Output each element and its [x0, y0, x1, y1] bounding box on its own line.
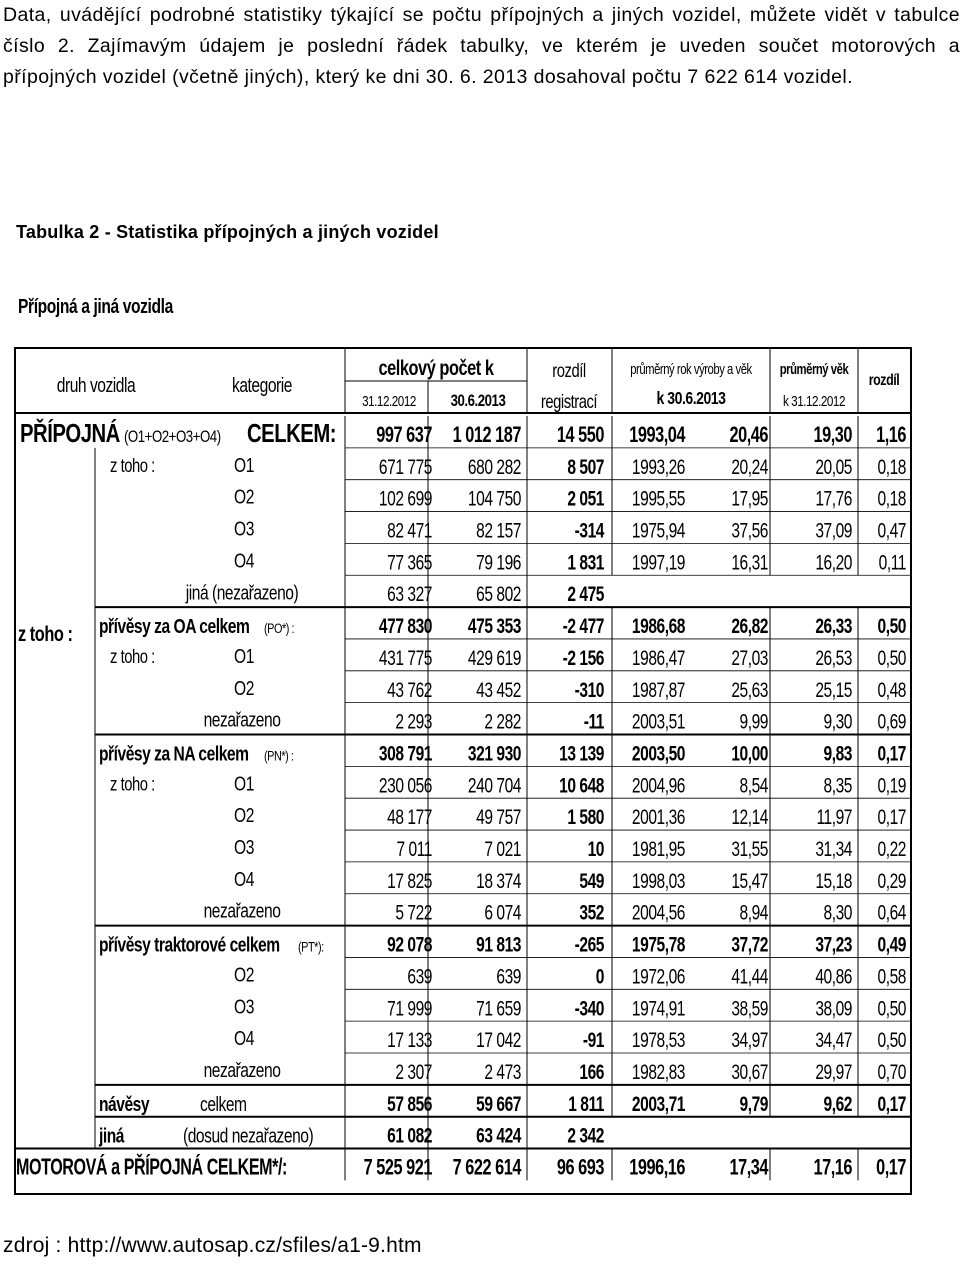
table-cell-c2: 429 619 — [467, 645, 521, 670]
table-title: Přípojná a jiná vozidla — [18, 296, 173, 318]
table-cell-c3: 10 648 — [559, 773, 605, 797]
table-cell-c3: 1 580 — [567, 804, 605, 829]
intro-paragraph: Data, uvádějící podrobné statistiky týkající se počtu přípojných a jiných vozidel, můžete vidět v tabulce číslo 2. Zajímavým údajem je poslední řádek tabulky, ve kterém je uveden součet motorových a přípojných vozidel (včetně jiných), který ke dni 30. 6. 2013 dosahoval počtu 7 622 614 vozidel. — [3, 4, 960, 88]
table-cell-c3: 166 — [579, 1059, 605, 1084]
table-cell-c6: 38,09 — [815, 995, 853, 1020]
table-cell-c7: 0,17 — [877, 741, 907, 766]
table-cell-c5: 16,31 — [731, 550, 768, 574]
table-cell-c7: 0,58 — [877, 964, 907, 988]
row-label: O3 — [234, 995, 254, 1018]
table-cell-c7: 0,18 — [877, 486, 907, 511]
table-cell-c2: 321 930 — [467, 741, 521, 766]
table-cell-c2: 17 042 — [476, 1027, 521, 1052]
table-cell-c7: 0,11 — [878, 550, 907, 574]
table-cell-c2: 104 750 — [467, 486, 521, 511]
header-k-date-2: k 31.12.2012 — [783, 392, 845, 410]
table-cell-c2: 2 473 — [484, 1059, 521, 1084]
row-label: přívěsy za NA celkem — [99, 742, 249, 765]
table-cell-c2: 7 021 — [484, 836, 521, 861]
table-cell-c4: 1995,55 — [631, 486, 686, 511]
table-cell-c5: 9,99 — [739, 709, 768, 734]
table-cell-c5: 20,24 — [731, 454, 768, 479]
table-cell-c2: 91 813 — [476, 932, 521, 957]
table-cell-c3: 13 139 — [559, 741, 605, 766]
table-cell-c3: 2 475 — [567, 581, 605, 606]
table-caption: Tabulka 2 - Statistika přípojných a jiných vozidel — [16, 222, 439, 242]
table-cell-c6: 31,34 — [815, 836, 853, 861]
table-cell-c5: 38,59 — [731, 995, 768, 1020]
row-label: O3 — [234, 836, 254, 859]
header-prumerny-vek: průměrný věk — [779, 360, 849, 378]
table-cell-c4: 1974,91 — [631, 995, 686, 1020]
table-cell-c5: 9,79 — [739, 1091, 768, 1116]
row-label-small: (PT*): — [297, 939, 324, 955]
table-cell-c1: 71 999 — [387, 995, 433, 1020]
table-cell-c4: 1982,83 — [631, 1059, 686, 1084]
table-cell-c7: 0,19 — [877, 773, 907, 797]
table-cell-c2: 475 353 — [467, 613, 521, 638]
row-label: přívěsy traktorové celkem — [99, 933, 280, 957]
table-cell-c4: 2001,36 — [631, 804, 686, 829]
table-cell-c7: 0,69 — [877, 709, 907, 734]
table-cell-c4: 2003,71 — [631, 1091, 686, 1116]
table-cell-c1: 82 471 — [387, 518, 433, 543]
table-cell-c2: 6 074 — [484, 900, 521, 925]
table-cell-c5: 17,95 — [731, 486, 768, 511]
row-label: O1 — [234, 454, 254, 477]
row-label: O4 — [234, 1027, 254, 1050]
table-cell-c1: 230 056 — [378, 773, 433, 797]
table-cell-c3: 0 — [595, 964, 605, 988]
table-cell-c2: 59 667 — [476, 1091, 521, 1116]
table-cell-c4: 1993,26 — [631, 454, 686, 479]
row-label-secondary: celkem — [200, 1093, 247, 1116]
table-cell-c3: 8 507 — [567, 454, 605, 479]
row-label: PŘÍPOJNÁ — [20, 418, 120, 448]
table-cell-c4: 1986,68 — [631, 613, 686, 638]
row-label: nezařazeno — [203, 1059, 281, 1082]
row-prefix: z toho : — [109, 646, 155, 668]
row-label: jiná — [99, 1124, 124, 1148]
table-cell-c1: 92 078 — [387, 932, 433, 957]
source-citation: zdroj : http://www.autosap.cz/sfiles/a1-9.htm — [3, 1234, 422, 1257]
table-cell-c6: 26,53 — [815, 645, 853, 670]
table-cell-c7: 0,47 — [877, 518, 907, 543]
table-cell-c5: 30,67 — [731, 1059, 768, 1084]
header-k-date: k 30.6.2013 — [656, 388, 726, 409]
table-cell-c6: 20,05 — [815, 454, 853, 479]
table-cell-c6: 40,86 — [815, 964, 853, 988]
table-cell-c5: 12,14 — [731, 804, 768, 829]
table-cell-c7: 0,17 — [876, 1155, 907, 1181]
table-cell-c6: 8,30 — [823, 900, 853, 925]
table-cell-c1: 7 525 921 — [363, 1155, 433, 1181]
header-celkovy-pocet: celkový počet k — [378, 356, 494, 380]
row-label-small: (PO*) : — [264, 620, 295, 637]
table-cell-c6: 8,35 — [823, 773, 853, 797]
table-cell-c2: 7 622 614 — [452, 1155, 521, 1181]
table-cell-c1: 431 775 — [378, 645, 433, 670]
table-cell-c1: 2 307 — [395, 1059, 433, 1084]
table-cell-c1: 2 293 — [395, 709, 433, 734]
table-cell-c7: 1,16 — [876, 422, 907, 448]
grand-total-label: MOTOROVÁ a PŘÍPOJNÁ CELKEM*/: — [16, 1154, 287, 1181]
table-cell-c4: 1978,53 — [631, 1027, 686, 1052]
header-druh-vozidla: druh vozidla — [56, 374, 136, 397]
header-rozdil-1: rozdíl — [552, 360, 586, 382]
table-cell-c5: 41,44 — [731, 964, 768, 988]
table-cell-c6: 29,97 — [815, 1059, 853, 1084]
table-cell-c4: 1993,04 — [629, 422, 686, 448]
table-cell-c4: 1981,95 — [631, 836, 686, 861]
table-cell-c4: 1997,19 — [631, 550, 686, 574]
row-prefix: z toho : — [109, 455, 155, 477]
table-cell-c1: 77 365 — [387, 550, 433, 574]
table-cell-c7: 0,29 — [877, 868, 907, 893]
table-cell-c3: 2 051 — [567, 486, 605, 511]
row-label: O4 — [234, 868, 254, 891]
table-cell-c3: -91 — [582, 1027, 605, 1052]
table-cell-c6: 37,09 — [815, 518, 853, 543]
table-cell-c4: 1972,06 — [631, 964, 686, 988]
row-label-secondary: (dosud nezařazeno) — [183, 1124, 314, 1148]
header-prumerny-rok: průměrný rok výroby a věk — [630, 360, 752, 378]
table-cell-c7: 0,49 — [877, 932, 907, 957]
table-cell-c1: 7 011 — [396, 836, 433, 861]
table-cell-c1: 997 637 — [376, 422, 433, 448]
row-label: nezařazeno — [203, 708, 281, 732]
table-cell-c2: 79 196 — [476, 550, 521, 574]
table-cell-c3: -314 — [574, 518, 605, 543]
table-cell-c6: 9,30 — [823, 709, 853, 734]
table-cell-c3: 1 811 — [568, 1091, 605, 1116]
table-cell-c7: 0,18 — [877, 454, 907, 479]
table-cell-c2: 43 452 — [476, 677, 521, 702]
table-cell-c3: -2 156 — [562, 645, 605, 670]
row-label: O4 — [234, 549, 254, 572]
table-cell-c4: 1987,87 — [631, 677, 686, 702]
table-cell-c7: 0,70 — [877, 1059, 907, 1084]
table-cell-c6: 15,18 — [815, 868, 853, 893]
row-label: O2 — [234, 804, 254, 827]
table-cell-c5: 27,03 — [731, 645, 768, 670]
table-cell-c5: 34,97 — [731, 1027, 768, 1052]
row-label-small: (PN*) : — [264, 748, 294, 764]
table-cell-c3: -11 — [583, 709, 605, 734]
table-cell-c1: 48 177 — [387, 804, 433, 829]
table-cell-c7: 0,50 — [877, 1027, 907, 1052]
table-cell-c1: 671 775 — [378, 454, 433, 479]
table-cell-c6: 17,16 — [813, 1155, 853, 1181]
table-cell-c2: 65 802 — [476, 581, 521, 606]
table-cell-c3: 1 831 — [567, 550, 605, 574]
table-cell-c2: 82 157 — [476, 518, 521, 543]
side-label-z-toho: z toho : — [18, 622, 73, 646]
row-label: návěsy — [99, 1093, 150, 1116]
table-cell-c5: 37,56 — [731, 518, 768, 543]
table-cell-c5: 26,82 — [731, 613, 768, 638]
table-cell-c5: 10,00 — [731, 741, 768, 766]
table-cell-c7: 0,50 — [877, 995, 907, 1020]
row-label: O1 — [234, 772, 254, 795]
table-cell-c6: 9,83 — [823, 741, 853, 766]
table-cell-c3: -310 — [574, 677, 605, 702]
table-cell-c1: 17 133 — [387, 1027, 433, 1052]
table-cell-c2: 2 282 — [484, 709, 521, 734]
table-cell-c3: 14 550 — [556, 422, 605, 448]
table-cell-c3: 352 — [579, 900, 605, 925]
table-cell-c3: -340 — [574, 995, 605, 1020]
row-prefix: z toho : — [109, 773, 155, 795]
table-cell-c3: 96 693 — [556, 1155, 605, 1181]
table-cell-c6: 26,33 — [815, 613, 853, 638]
table-cell-c3: 10 — [587, 836, 605, 861]
table-cell-c4: 2004,56 — [631, 900, 686, 925]
table-cell-c1: 57 856 — [387, 1091, 433, 1116]
row-label: jiná (nezařazeno) — [185, 581, 299, 604]
table-cell-c2: 680 282 — [467, 454, 521, 479]
row-label: O3 — [234, 517, 254, 541]
table-cell-c2: 63 424 — [476, 1123, 521, 1148]
row-label: O2 — [234, 485, 254, 509]
table-cell-c2: 240 704 — [467, 773, 521, 797]
table-cell-c7: 0,22 — [877, 836, 907, 861]
table-cell-c4: 1975,94 — [631, 518, 686, 543]
table-cell-c5: 37,72 — [731, 932, 768, 957]
table-cell-c1: 5 722 — [395, 900, 433, 925]
table-cell-c6: 16,20 — [815, 550, 853, 574]
row-label: O1 — [234, 645, 254, 668]
table-cell-c1: 308 791 — [378, 741, 433, 766]
table-cell-c5: 25,63 — [731, 677, 768, 702]
header-rozdil: rozdíl — [868, 371, 900, 390]
table-cell-c1: 63 327 — [387, 581, 433, 606]
table-cell-c7: 0,50 — [877, 645, 907, 670]
table-cell-c6: 34,47 — [815, 1027, 853, 1052]
row-label: O2 — [234, 676, 254, 700]
table-cell-c1: 17 825 — [387, 868, 433, 893]
row-label: přívěsy za OA celkem — [99, 615, 250, 638]
row-label-small: (O1+O2+O3+O4) — [124, 427, 221, 447]
header-kategorie: kategorie — [232, 374, 292, 397]
table-cell-c4: 1998,03 — [631, 868, 686, 893]
table-cell-c4: 2004,96 — [631, 773, 686, 797]
table-cell-c6: 19,30 — [813, 422, 853, 448]
table-cell-c4: 1996,16 — [629, 1155, 686, 1181]
table-cell-c4: 1975,78 — [631, 932, 686, 957]
table-cell-c1: 61 082 — [387, 1123, 433, 1148]
table-cell-c7: 0,17 — [877, 1091, 907, 1116]
table-cell-c7: 0,64 — [877, 900, 907, 925]
header-date-1: 31.12.2012 — [362, 392, 416, 410]
table-cell-c1: 43 762 — [387, 677, 433, 702]
table-cell-c4: 1986,47 — [631, 645, 686, 670]
table-cell-c2: 71 659 — [476, 995, 521, 1020]
table-cell-c3: 2 342 — [567, 1123, 605, 1148]
table-cell-c5: 31,55 — [731, 836, 768, 861]
table-cell-c5: 8,54 — [739, 773, 768, 797]
table-cell-c5: 20,46 — [729, 422, 768, 448]
table-cell-c3: -265 — [574, 932, 605, 957]
header-date-2: 30.6.2013 — [450, 391, 506, 411]
table-cell-c5: 15,47 — [731, 868, 768, 893]
table-cell-c2: 639 — [496, 964, 521, 988]
table-cell-c6: 11,97 — [816, 804, 853, 829]
table-cell-c2: 49 757 — [476, 804, 521, 829]
table-cell-c2: 1 012 187 — [452, 422, 521, 448]
table-cell-c2: 18 374 — [476, 868, 521, 893]
table-cell-c6: 9,62 — [823, 1091, 853, 1116]
row-label: nezařazeno — [203, 899, 281, 923]
table-cell-c6: 25,15 — [815, 677, 853, 702]
table-cell-c7: 0,48 — [877, 677, 907, 702]
header-rozdil-2: registrací — [540, 391, 598, 413]
table-cell-c7: 0,17 — [877, 804, 907, 829]
table-cell-c5: 17,34 — [729, 1155, 768, 1181]
table-cell-c4: 2003,51 — [631, 709, 686, 734]
table-cell-c7: 0,50 — [877, 613, 907, 638]
table-cell-c5: 8,94 — [739, 900, 768, 925]
table-cell-c6: 37,23 — [815, 932, 853, 957]
table-cell-c4: 2003,50 — [631, 741, 686, 766]
row-label-suffix: CELKEM: — [247, 418, 337, 448]
table-cell-c1: 477 830 — [378, 613, 433, 638]
table-cell-c1: 639 — [407, 964, 433, 988]
row-label: O2 — [234, 963, 254, 986]
table-cell-c3: -2 477 — [562, 613, 605, 638]
table-cell-c6: 17,76 — [815, 486, 853, 511]
table-cell-c3: 549 — [579, 868, 605, 893]
table-cell-c1: 102 699 — [378, 486, 433, 511]
